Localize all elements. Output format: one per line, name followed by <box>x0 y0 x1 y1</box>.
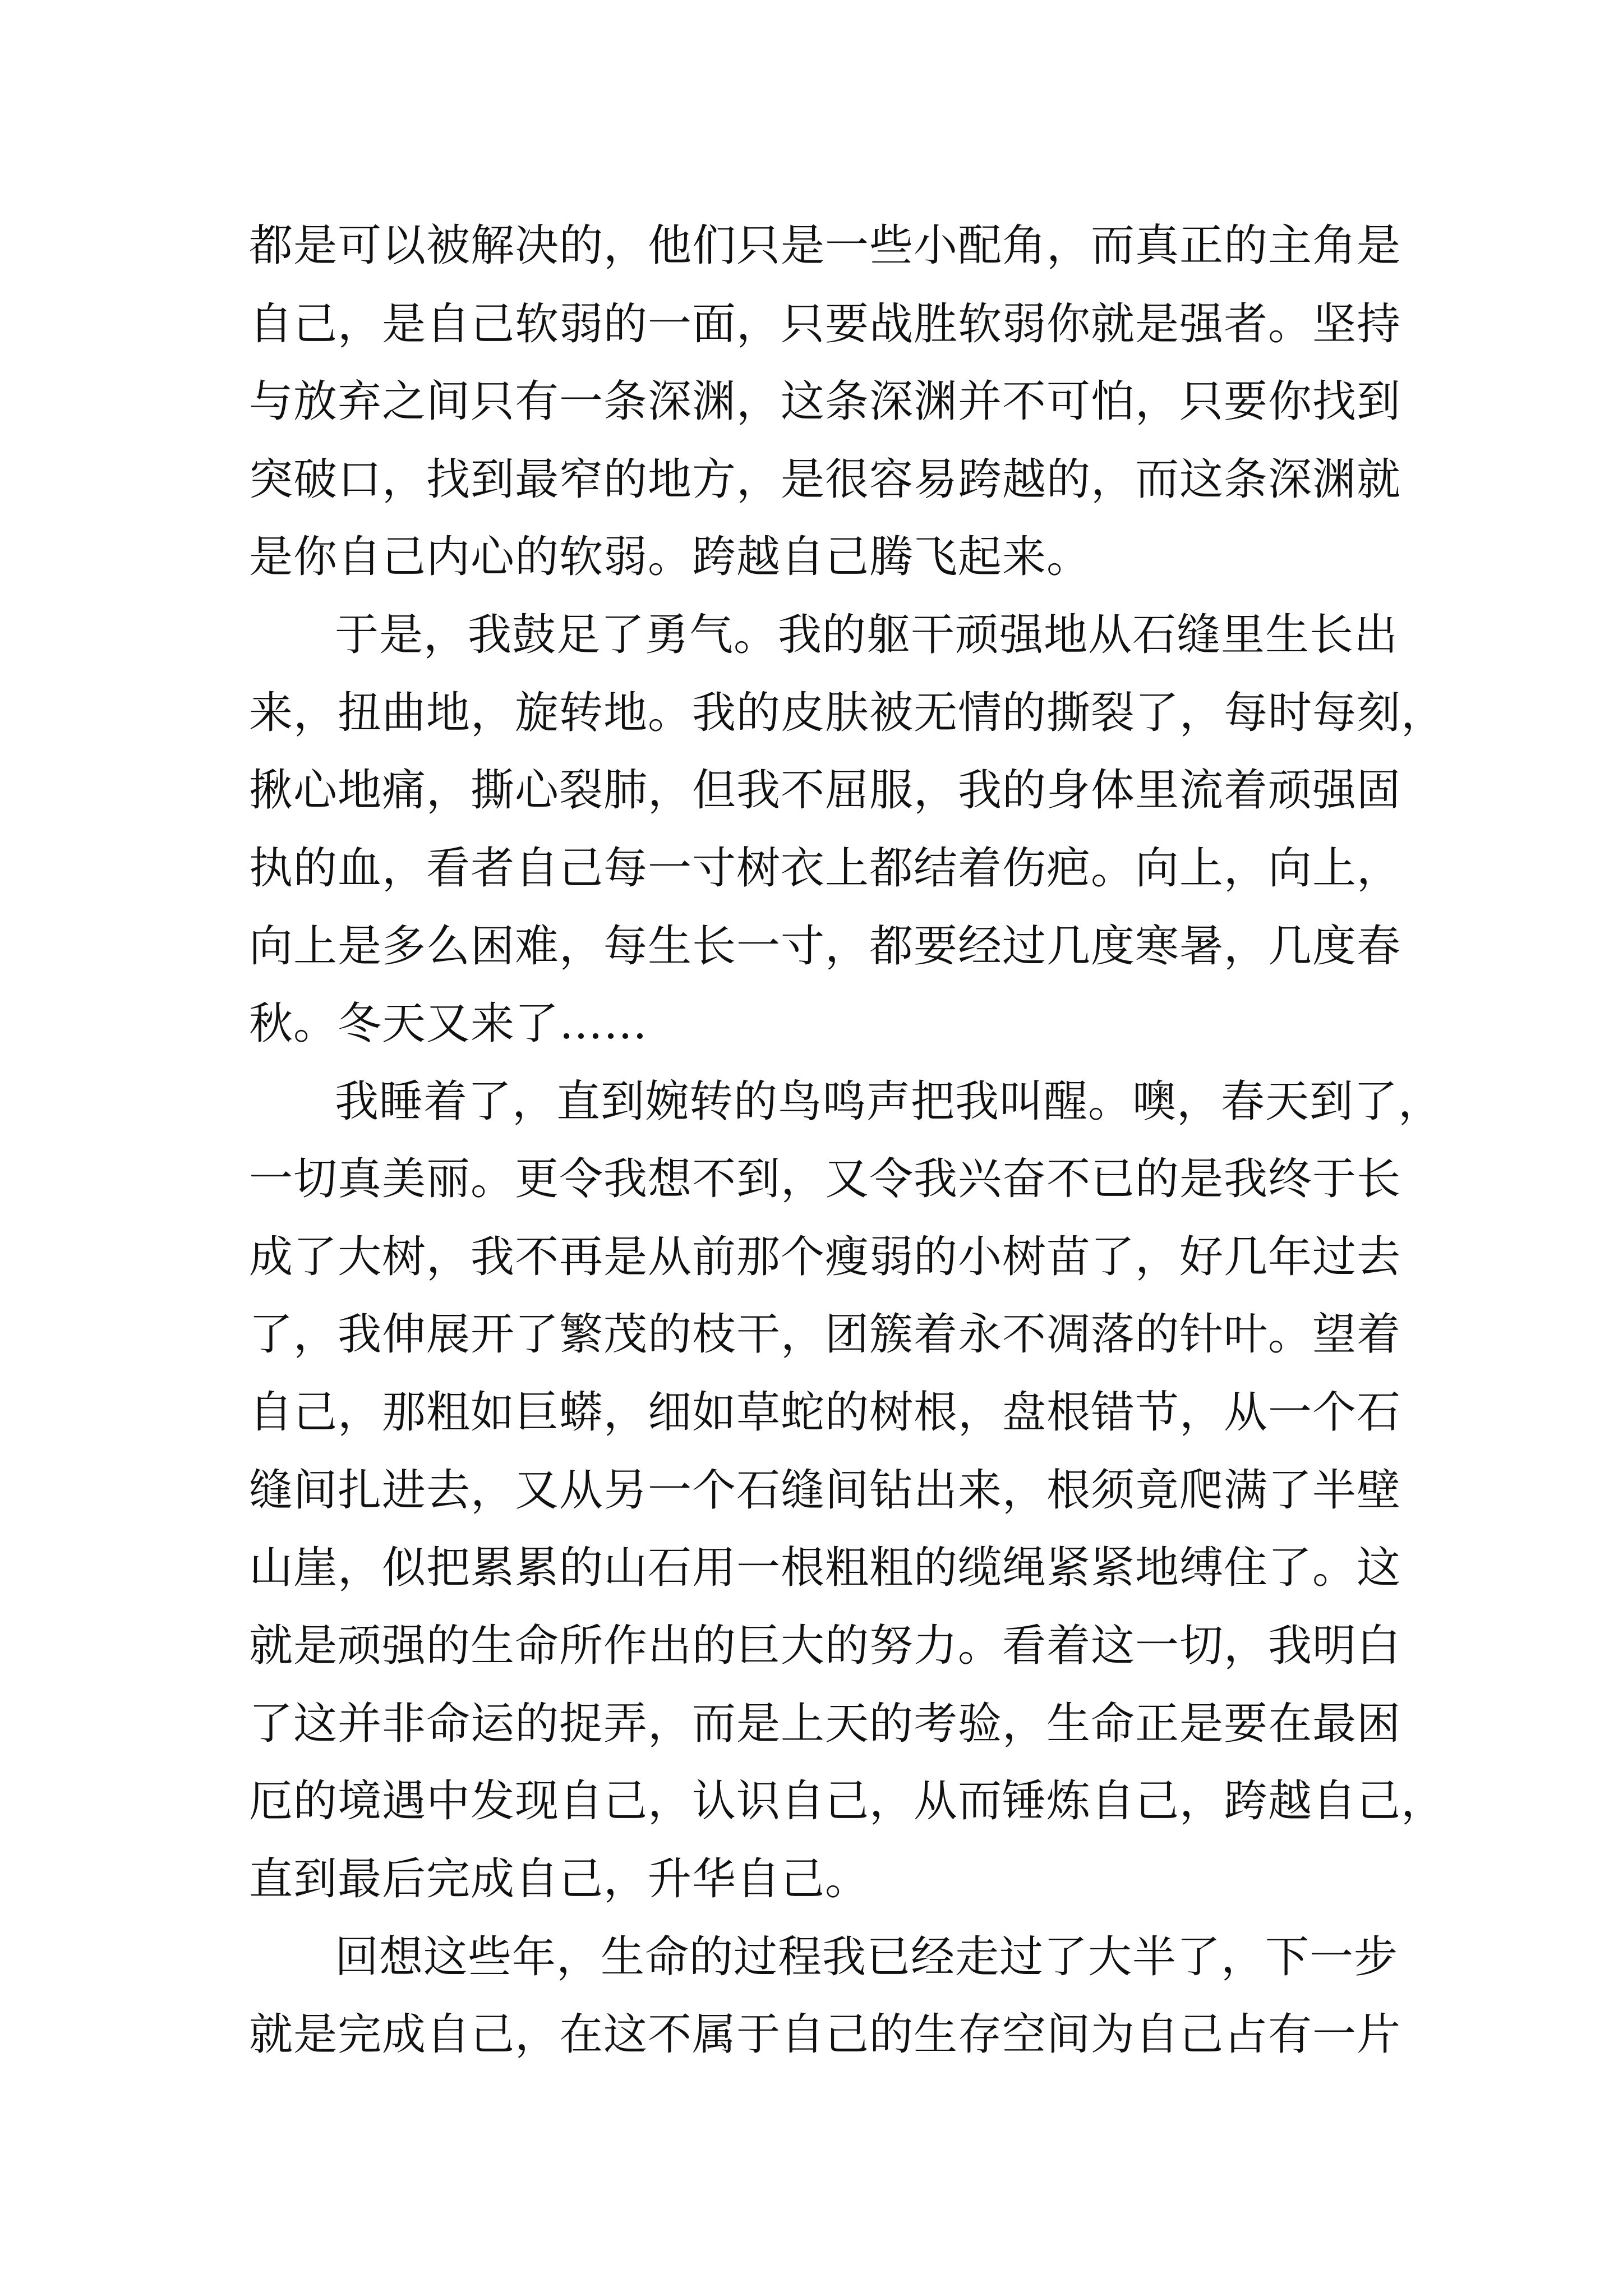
text-line-2: 自己，是自己软弱的一面，只要战胜软弱你就是强者。坚持 <box>249 299 1401 349</box>
text-line-21: 厄的境遇中发现自己，认识自己，从而锤炼自己，跨越自己， <box>249 1776 1446 1826</box>
text-line-12: 我睡着了，直到婉转的鸟鸣声把我叫醒。噢，春天到了， <box>335 1076 1443 1127</box>
text-line-20: 了这并非命运的捉弄，而是上天的考验，生命正是要在最困 <box>249 1699 1401 1749</box>
text-line-16: 自己，那粗如巨蟒，细如草蛇的树根，盘根错节，从一个石 <box>249 1387 1401 1438</box>
text-line-19: 就是顽强的生命所作出的巨大的努力。看着这一切，我明白 <box>249 1621 1401 1671</box>
text-line-5: 是你自己内心的软弱。跨越自己腾飞起来。 <box>249 532 1091 582</box>
text-line-7: 来，扭曲地，旋转地。我的皮肤被无情的撕裂了，每时每刻， <box>249 688 1446 738</box>
text-line-8: 揪心地痛，撕心裂肺，但我不屈服，我的身体里流着顽强固 <box>249 765 1401 816</box>
text-line-18: 山崖，似把累累的山石用一根粗粗的缆绳紧紧地缚住了。这 <box>249 1543 1401 1593</box>
text-line-24: 就是完成自己，在这不属于自己的生存空间为自己占有一片 <box>249 2009 1401 2060</box>
text-line-23: 回想这些年，生命的过程我已经走过了大半了，下一步 <box>335 1932 1399 1982</box>
text-line-17: 缝间扎进去，又从另一个石缝间钻出来，根须竟爬满了半壁 <box>249 1465 1401 1516</box>
text-line-11: 秋。冬天又来了…… <box>249 999 648 1049</box>
text-line-10: 向上是多么困难，每生长一寸，都要经过几度寒暑，几度春 <box>249 921 1401 972</box>
text-line-14: 成了大树，我不再是从前那个瘦弱的小树苗了，好几年过去 <box>249 1232 1401 1282</box>
text-line-15: 了，我伸展开了繁茂的枝干，团簇着永不凋落的针叶。望着 <box>249 1309 1401 1360</box>
text-line-1: 都是可以被解决的，他们只是一些小配角，而真正的主角是 <box>249 220 1401 271</box>
text-line-22: 直到最后完成自己，升华自己。 <box>249 1854 870 1904</box>
text-line-6: 于是，我鼓足了勇气。我的躯干顽强地从石缝里生长出 <box>335 610 1399 660</box>
text-line-13: 一切真美丽。更令我想不到，又令我兴奋不已的是我终于长 <box>249 1154 1401 1204</box>
text-line-3: 与放弃之间只有一条深渊，这条深渊并不可怕，只要你找到 <box>249 376 1401 427</box>
text-line-4: 突破口，找到最窄的地方，是很容易跨越的，而这条深渊就 <box>249 454 1401 505</box>
text-line-9: 执的血，看者自己每一寸树衣上都结着伤疤。向上，向上， <box>249 843 1401 894</box>
